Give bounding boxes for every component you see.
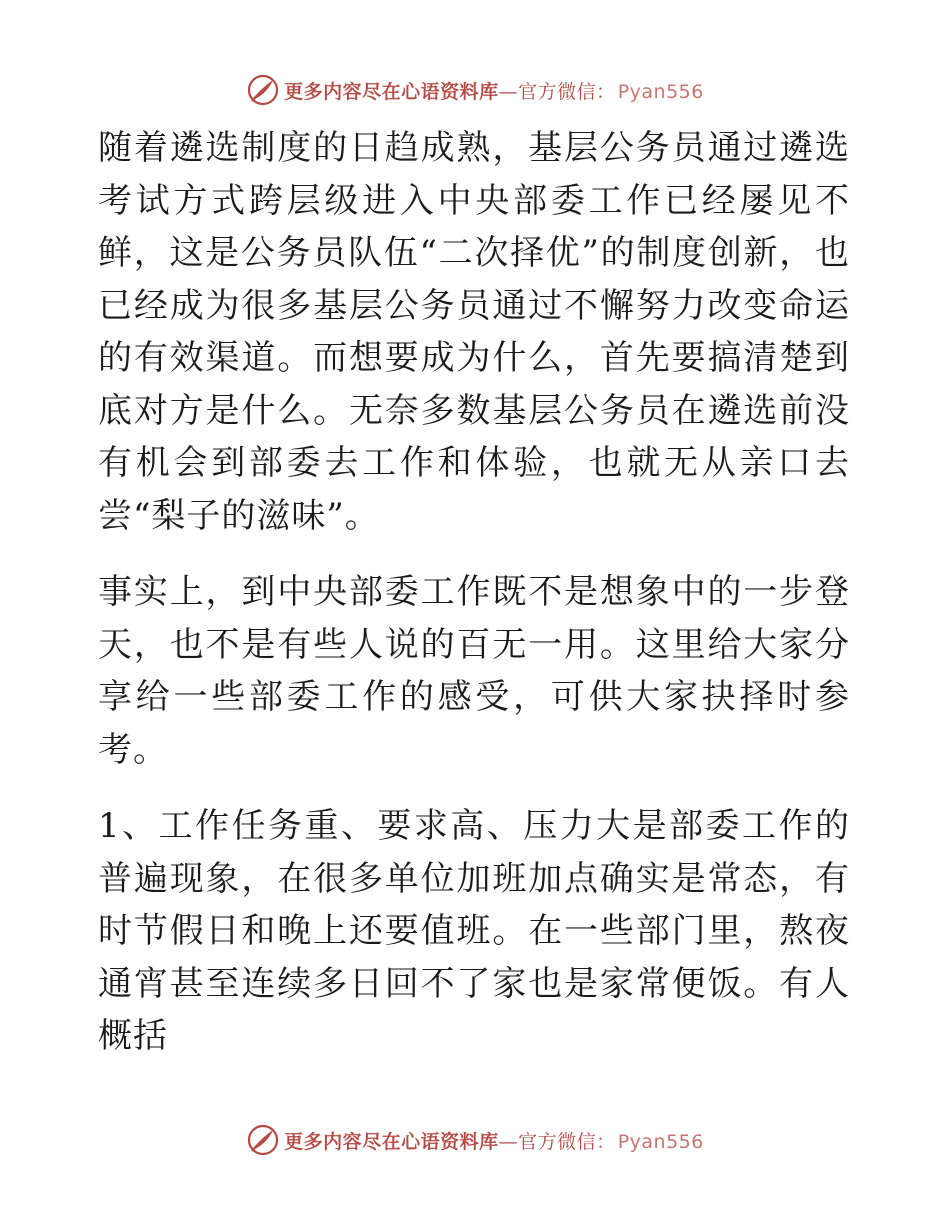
paragraph: 事实上，到中央部委工作既不是想象中的一步登天，也不是有些人说的百无一用。这里给大家分享给一些部委工作的感受，可供大家抉择时参考。 [98, 572, 850, 770]
footer-banner-text [284, 1127, 704, 1154]
header-separator: — [498, 80, 519, 103]
header-wechat-label: 官方微信： [518, 80, 616, 103]
header-banner [0, 70, 950, 110]
header-brand-text: 更多内容尽在心语资料库 [284, 80, 499, 103]
footer-brand-text: 更多内容尽在心语资料库 [284, 1130, 499, 1153]
footer-separator: — [498, 1130, 519, 1153]
quill-logo-icon [246, 73, 280, 107]
quill-logo-icon [246, 1123, 280, 1157]
paragraph: 随着遴选制度的日趋成熟，基层公务员通过遴选考试方式跨层级进入中央部委工作已经屡见不鲜，这是公务员队伍“二次择优”的制度创新，也已经成为很多基层公务员通过不懈努力改变命运的有效渠道。而想要成为什么，首先要搞清楚到底对方是什么。无奈多数基层公务员在遴选前没有机会到部委去工作和体验，也就无从亲口去尝“梨子的滋味”。 [98, 128, 850, 536]
footer-wechat-id: Pyan556 [617, 1130, 704, 1153]
document-body [98, 122, 850, 1063]
footer-banner [0, 1120, 950, 1160]
paragraph: 1、工作任务重、要求高、压力大是部委工作的普遍现象，在很多单位加班加点确实是常态，有时节假日和晚上还要值班。在一些部门里，熬夜通宵甚至连续多日回不了家也是家常便饭。有人概括 [98, 806, 850, 1056]
footer-wechat-label: 官方微信： [518, 1130, 616, 1153]
header-banner-text [284, 77, 704, 104]
header-wechat-id: Pyan556 [617, 80, 704, 103]
